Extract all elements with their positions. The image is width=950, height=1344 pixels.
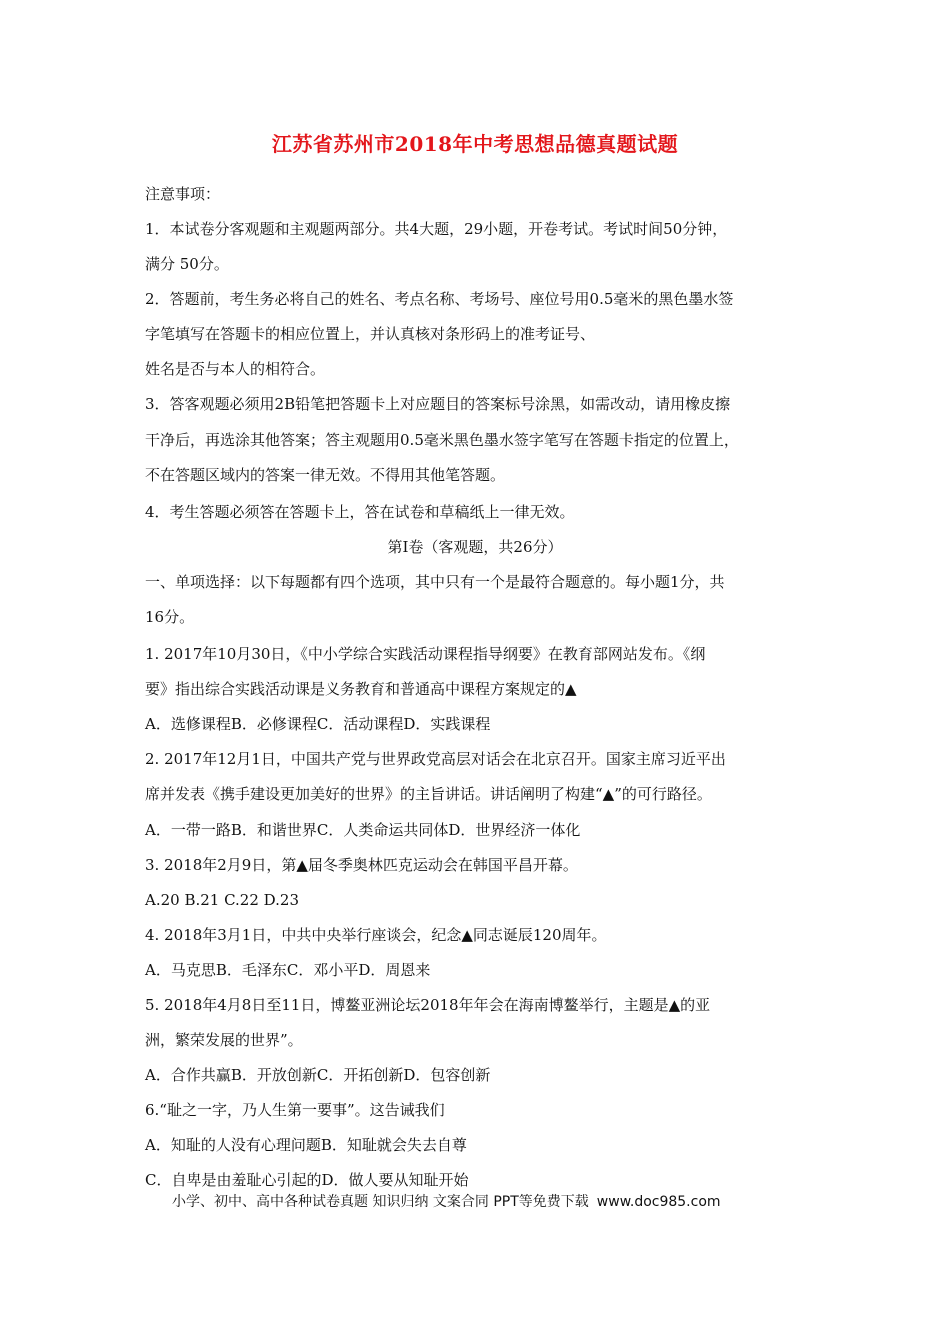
footer-text: 小学、初中、高中各种试卷真题 知识归纳 文案合同 PPT等免费下载 bbox=[172, 1194, 589, 1210]
part-one-instructions: 一、单项选择：以下每题都有四个选项，其中只有一个是最符合题意的。每小题1分，共 bbox=[145, 573, 725, 591]
question-5-cont: 洲，繁荣发展的世界”。 bbox=[145, 1031, 303, 1049]
notice-item-3-cont: 不在答题区域内的答案一律无效。不得用其他笔答题。 bbox=[145, 466, 506, 484]
question-1-cont: 要》指出综合实践活动课是义务教育和普通高中课程方案规定的▲ bbox=[145, 680, 577, 698]
question-5-options: A．合作共赢B．开放创新C．开拓创新D．包容创新 bbox=[145, 1066, 491, 1084]
section-heading: 第Ⅰ卷（客观题，共26分） bbox=[387, 538, 563, 556]
question-6: 6.“耻之一字，乃人生第一要事”。这告诫我们 bbox=[145, 1101, 445, 1119]
question-6-options-cd: C．自卑是由羞耻心引起的D．做人要从知耻开始 bbox=[145, 1171, 469, 1189]
question-6-options-ab: A．知耻的人没有心理问题B．知耻就会失去自尊 bbox=[145, 1136, 467, 1154]
notice-item-2: 2．答题前，考生务必将自己的姓名、考点名称、考场号、座位号用0.5毫米的黑色墨水签 bbox=[145, 290, 734, 308]
notice-item-2-cont: 姓名是否与本人的相符合。 bbox=[145, 360, 326, 378]
question-4-options: A．马克思B．毛泽东C．邓小平D．周恩来 bbox=[145, 961, 431, 979]
part-one-instructions-cont: 16分。 bbox=[145, 608, 195, 626]
notice-item-2-cont: 字笔填写在答题卡的相应位置上，并认真核对条形码上的准考证号、 bbox=[145, 325, 596, 343]
notice-heading: 注意事项： bbox=[145, 185, 221, 203]
notice-item-1-cont: 满分 50分。 bbox=[145, 255, 229, 273]
question-3-options: A.20 B.21 C.22 D.23 bbox=[145, 891, 300, 909]
footer-url[interactable]: www.doc985.com bbox=[596, 1194, 721, 1210]
page-footer bbox=[172, 1191, 721, 1211]
question-3: 3. 2018年2月9日，第▲届冬季奥林匹克运动会在韩国平昌开幕。 bbox=[145, 856, 578, 874]
question-4: 4. 2018年3月1日，中共中央举行座谈会，纪念▲同志诞辰120周年。 bbox=[145, 926, 607, 944]
notice-item-3: 3．答客观题必须用2B铅笔把答题卡上对应题目的答案标号涂黑，如需改动，请用橡皮擦 bbox=[145, 395, 731, 413]
notice-item-3-cont: 干净后，再选涂其他答案；答主观题用0.5毫米黑色墨水签字笔写在答题卡指定的位置上， bbox=[145, 431, 739, 449]
question-1: 1. 2017年10月30日，《中小学综合实践活动课程指导纲要》在教育部网站发布。《纲 bbox=[145, 645, 706, 663]
question-5: 5. 2018年4月8日至11日，博鳌亚洲论坛2018年年会在海南博鳌举行，主题是▲的亚 bbox=[145, 996, 711, 1014]
notice-item-1: 1．本试卷分客观题和主观题两部分。共4大题，29小题，开卷考试。考试时间50分钟， bbox=[145, 220, 728, 238]
question-2: 2. 2017年12月1日，中国共产党与世界政党高层对话会在北京召开。国家主席习近平出 bbox=[145, 750, 726, 768]
notice-item-4: 4．考生答题必须答在答题卡上，答在试卷和草稿纸上一律无效。 bbox=[145, 503, 575, 521]
question-1-options: A．选修课程B．必修课程C．活动课程D．实践课程 bbox=[145, 715, 491, 733]
question-2-options: A．一带一路B．和谐世界C．人类命运共同体D．世界经济一体化 bbox=[145, 821, 581, 839]
document-title: 江苏省苏州市2018年中考思想品德真题试题 bbox=[271, 132, 679, 156]
question-2-cont: 席并发表《携手建设更加美好的世界》的主旨讲话。讲话阐明了构建“▲”的可行路径。 bbox=[145, 785, 712, 803]
